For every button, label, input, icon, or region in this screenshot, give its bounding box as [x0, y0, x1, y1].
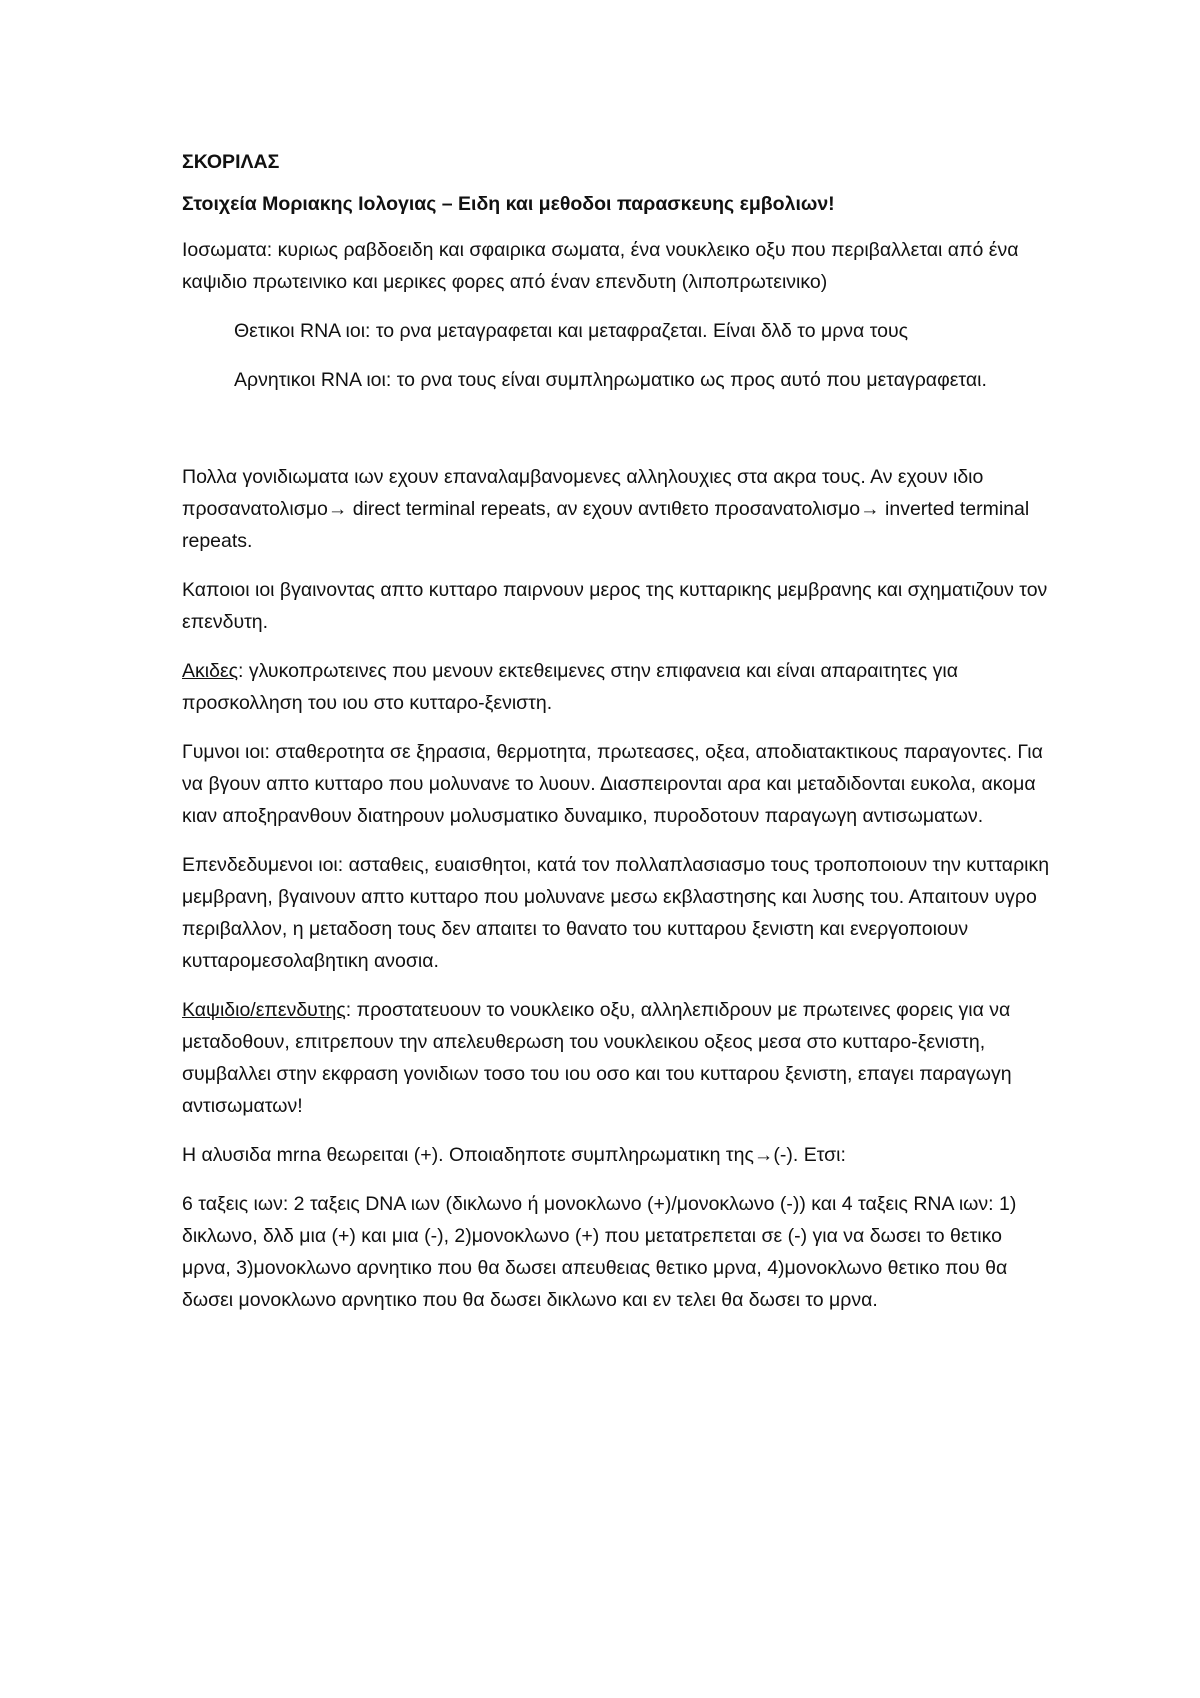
document-title: ΣΚΟΡΙΛΑΣ	[182, 151, 280, 173]
paragraph-repeats: Πολλα γονιδιωματα ιων εχουν επαναλαμβανομενες αλληλουχιες στα ακρα τους. Αν εχουν ιδιο προσανατολισμο→ direct terminal repeats, αν εχουν αντιθετο προσανατολισμο→ inverted terminal repeats.	[182, 466, 1030, 552]
paragraph-iosomata: Ιοσωματα: κυριως ραβδοειδη και σφαιρικα σωματα, ένα νουκλεικο οξυ που περιβαλλεται από ένα καψιδιο πρωτεινικο και μερικες φορες από έναν επενδυτη (λιποπρωτεινικο)	[182, 239, 1019, 293]
paragraph-kapoioi: Καποιοι ιοι βγαινοντας απτο κυτταρο παιρνουν μερος της κυτταρικης μεμβρανης και σχηματιζουν τον επενδυτη.	[182, 579, 1048, 633]
paragraph-thetikoi: Θετικοι RNA ιοι: το ρνα μεταγραφεται και μεταφραζεται. Είναι δλδ το μρνα τους	[234, 320, 909, 342]
document-page	[182, 146, 1052, 1333]
document-subtitle: Στοιχεία Μοριακης Ιολογιας – Ειδη και μεθοδοι παρασκευης εμβολιων!	[182, 193, 835, 215]
paragraph-akides	[182, 655, 1052, 719]
term-kapsidio: Καψιδιο/επενδυτης	[182, 999, 346, 1021]
paragraph-gymnoi: Γυμνοι ιοι: σταθεροτητα σε ξηρασια, θερμοτητα, πρωτεασες, οξεα, αποδιατακτικους παραγοντες. Για να βγουν απτο κυτταρο που μολυνανε το λυουν. Διασπειρονται αρα και μεταδιδονται ευκολα, ακομα κιαν αποξηρανθουν διατηρουν μολυσματικο δυναμικο, πυροδοτουν παραγωγη αντισωματων.	[182, 741, 1043, 827]
paragraph-kapsidio	[182, 994, 1052, 1122]
term-akides: Ακιδες	[182, 660, 239, 682]
paragraph-arnitikoi: Αρνητικοι RNA ιοι: το ρνα τους είναι συμπληρωματικο ως προς αυτό που μεταγραφεται.	[234, 369, 987, 391]
paragraph-enedymenoi: Επενδεδυμενοι ιοι: ασταθεις, ευαισθητοι, κατά τον πολλαπλασιασμο τους τροποποιουν την κυτταρικη μεμβρανη, βγαινουν απτο κυτταρο που μολυνανε μεσω εκβλαστησης και λυσης του. Απαιτουν υγρο περιβαλλον, η μεταδοση τους δεν απαιτει το θανατο του κυτταρου ξενιστη και ενεργοποιουν κυτταρομεσολαβητικη ανοσια.	[182, 854, 1050, 972]
blank-space	[182, 413, 1052, 461]
akides-definition: : γλυκοπρωτεινες που μενουν εκτεθειμενες στην επιφανεια και είναι απαραιτητες για προσκολληση του ιου στο κυτταρο-ξενιστη.	[182, 660, 958, 714]
paragraph-taxeis: 6 ταξεις ιων: 2 ταξεις DNA ιων (δικλωνο ή μονοκλωνο (+)/μονοκλωνο (-)) και 4 ταξεις RNA ιων: 1) δικλωνο, δλδ μια (+) και μια (-), 2)μονοκλωνο (+) που μετατρεπεται σε (-) για να δωσει το θετικο μρνα, 3)μονοκλωνο αρνητικο που θα δωσει απευθειας θετικο μρνα, 4)μονοκλωνο θετικο που θα δωσει μονοκλωνο αρνητικο που θα δωσει δικλωνο και εν τελει θα δωσει το μρνα.	[182, 1193, 1017, 1311]
kapsidio-definition: : προστατευουν το νουκλεικο οξυ, αλληλεπιδρουν με πρωτεινες φορεις για να μεταδοθουν, επιτρεπουν την απελευθερωση του νουκλεικου οξεος μεσα στο κυτταρο-ξενιστη, συμβαλλει στην εκφραση γονιδιων τοσο του ιου οσο και του κυτταρου ξενιστη, επαγει παραγωγη αντισωματων!	[182, 999, 1012, 1117]
paragraph-mrna: Η αλυσιδα mrna θεωρειται (+). Οποιαδηποτε συμπληρωματικη της→(-). Ετσι:	[182, 1144, 846, 1166]
